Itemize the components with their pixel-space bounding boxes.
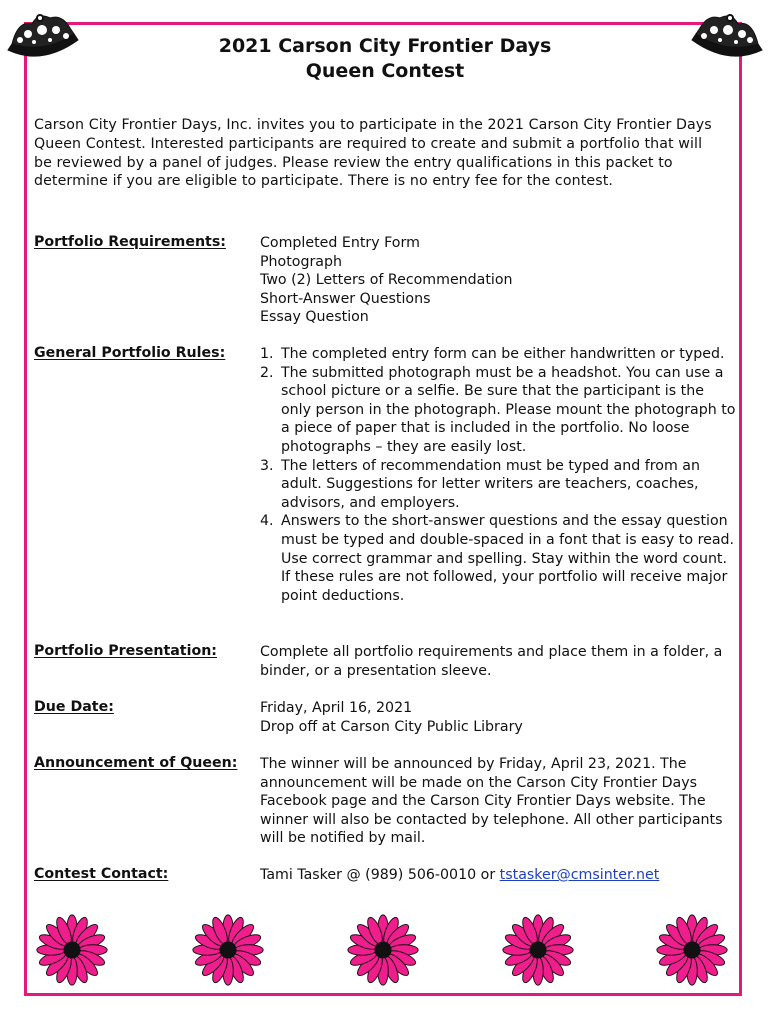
requirement-item: Photograph bbox=[260, 253, 343, 270]
general-rules-list bbox=[260, 345, 738, 605]
requirement-item: Essay Question bbox=[260, 309, 369, 326]
rule-item: 2. The submitted photograph must be a headshot. You can use a school picture or a selfie. Be sure that the participant is the only person in the photograph. Please mount the photograph to a piece of paper that is included in the portfolio. No loose photographs – they are easily lost. bbox=[260, 364, 736, 455]
contact-email-link[interactable]: tstasker@cmsinter.net bbox=[499, 867, 660, 883]
contact-text: Tami Tasker @ (989) 506-0010 or bbox=[260, 867, 500, 883]
due-date-value bbox=[260, 699, 738, 736]
flower-icon bbox=[190, 912, 266, 988]
title-line-2: Queen Contest bbox=[305, 60, 465, 82]
contact-label: Contest Contact: bbox=[34, 866, 169, 882]
title-line-1: 2021 Carson City Frontier Days bbox=[218, 35, 552, 57]
contact-value bbox=[260, 866, 738, 885]
requirement-item: Two (2) Letters of Recommendation bbox=[260, 272, 513, 289]
portfolio-requirements-label: Portfolio Requirements: bbox=[34, 234, 226, 250]
requirement-item: Completed Entry Form bbox=[260, 235, 420, 251]
general-rules-label: General Portfolio Rules: bbox=[34, 345, 226, 361]
rule-item: 4. Answers to the short-answer questions and the essay question must be typed and double-spaced in a font that is easy to read. Use correct grammar and spelling. Stay within the word count. If these rules are not followed, your portfolio will receive major point deductions. bbox=[260, 513, 735, 604]
flower-icon bbox=[654, 912, 730, 988]
flower-icon bbox=[500, 912, 576, 988]
rule-item: 3. The letters of recommendation must be typed and from an adult. Suggestions for letter writers are teachers, coaches, advisors, and employers. bbox=[260, 457, 700, 511]
flower-icon bbox=[345, 912, 421, 988]
flower-icon bbox=[34, 912, 110, 988]
due-date-text: Friday, April 16, 2021 bbox=[260, 700, 413, 716]
portfolio-requirements-list bbox=[260, 234, 738, 327]
presentation-text: Complete all portfolio requirements and place them in a folder, a binder, or a presentation sleeve. bbox=[260, 644, 723, 679]
intro-paragraph: Carson City Frontier Days, Inc. invites you to participate in the 2021 Carson City Frontier Days Queen Contest. Interested participants are required to create and submit a portfolio that will be reviewed by a panel of judges. Please review the entry qualifications in this packet to determine if you are eligible to participate. There is no entry fee for the contest. bbox=[34, 117, 712, 190]
due-date-label: Due Date: bbox=[34, 699, 114, 715]
announcement-label: Announcement of Queen: bbox=[34, 755, 238, 771]
announcement-text: The winner will be announced by Friday, April 23, 2021. The announcement will be made on the Carson City Frontier Days Facebook page and the Carson City Frontier Days website. The winner will also be contacted by telephone. All other participants will be notified by mail. bbox=[260, 756, 723, 847]
requirement-item: Short-Answer Questions bbox=[260, 290, 431, 307]
presentation-label: Portfolio Presentation: bbox=[34, 643, 217, 659]
page-title bbox=[0, 34, 770, 84]
drop-off-text: Drop off at Carson City Public Library bbox=[260, 718, 523, 735]
rule-item: 1. The completed entry form can be either handwritten or typed. bbox=[260, 346, 725, 362]
